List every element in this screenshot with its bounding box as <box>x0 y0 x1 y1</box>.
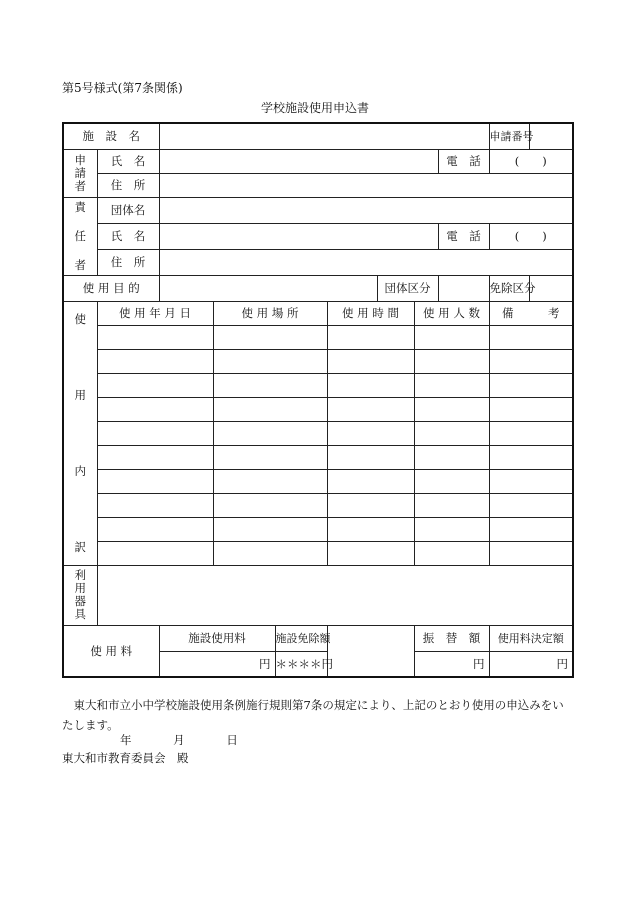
usage-cell[interactable] <box>213 373 327 397</box>
usage-char: 用 <box>74 388 86 402</box>
usage-cell[interactable] <box>97 517 213 541</box>
usage-char: 内 <box>74 464 86 478</box>
usage-cell[interactable] <box>97 397 213 421</box>
usage-cell[interactable] <box>213 397 327 421</box>
usage-cell[interactable] <box>489 445 573 469</box>
usage-cell[interactable] <box>327 445 414 469</box>
equipment-label <box>63 565 97 625</box>
applicant-char: 者 <box>74 178 86 193</box>
facility-fee-field[interactable]: 円 <box>159 651 275 677</box>
usage-cell[interactable] <box>327 373 414 397</box>
usage-cell[interactable] <box>489 349 573 373</box>
transfer-amount-header: 振 替 額 <box>414 625 489 651</box>
usage-cell[interactable] <box>327 541 414 565</box>
usage-cell[interactable] <box>97 445 213 469</box>
usage-cell[interactable] <box>489 469 573 493</box>
usage-cell[interactable] <box>327 469 414 493</box>
usage-cell[interactable] <box>97 541 213 565</box>
usage-cell[interactable] <box>489 541 573 565</box>
usage-cell[interactable] <box>213 421 327 445</box>
facility-name-field[interactable] <box>159 123 489 149</box>
group-name-label: 団体名 <box>97 197 159 223</box>
responsible-address-label: 住 所 <box>97 249 159 275</box>
usage-cell[interactable] <box>489 421 573 445</box>
date-day: 日 <box>226 733 238 747</box>
usage-cell[interactable] <box>213 325 327 349</box>
usage-cell[interactable] <box>414 469 489 493</box>
applicant-name-field[interactable] <box>159 149 438 173</box>
usage-cell[interactable] <box>489 373 573 397</box>
responsible-name-label: 氏 名 <box>97 223 159 249</box>
applicant-phone-label: 電 話 <box>438 149 489 173</box>
application-notice: 東大和市立小中学校施設使用条例施行規則第7条の規定により、上記のとおり使用の申込みをいたします。 <box>62 698 564 732</box>
usage-cell[interactable] <box>414 421 489 445</box>
usage-cell[interactable] <box>213 469 327 493</box>
usage-cell[interactable] <box>213 349 327 373</box>
equipment-field[interactable] <box>97 565 573 625</box>
applicant-char: 請 <box>74 165 86 180</box>
exemption-class-label: 免除区分 <box>489 275 529 301</box>
usage-cell[interactable] <box>414 493 489 517</box>
equipment-char: 用 <box>74 581 86 595</box>
responsible-label <box>63 197 97 275</box>
group-class-field[interactable] <box>438 275 489 301</box>
usage-cell[interactable] <box>213 445 327 469</box>
usage-remarks-header: 備 考 <box>489 301 573 325</box>
application-number-field[interactable] <box>529 123 573 149</box>
usage-cell[interactable] <box>489 493 573 517</box>
form-number: 第5号様式(第7条関係) <box>62 81 183 95</box>
usage-date-header: 使 用 年 月 日 <box>97 301 213 325</box>
usage-cell[interactable] <box>489 517 573 541</box>
usage-cell[interactable] <box>327 517 414 541</box>
date-year: 年 <box>120 733 132 747</box>
responsible-char: 任 <box>74 229 86 243</box>
group-name-field[interactable] <box>159 197 573 223</box>
applicant-address-label: 住 所 <box>97 173 159 197</box>
purpose-label: 使 用 目 的 <box>63 275 159 301</box>
fee-blank-cell[interactable] <box>327 625 414 677</box>
usage-char: 使 <box>74 312 86 326</box>
addressee: 東大和市教育委員会 殿 <box>62 751 189 765</box>
facility-fee-header: 施設使用料 <box>159 625 275 651</box>
facility-exemption-header: 施設免除額 <box>275 625 327 651</box>
usage-cell[interactable] <box>414 445 489 469</box>
usage-cell[interactable] <box>489 325 573 349</box>
usage-char: 訳 <box>74 540 86 554</box>
application-number-label: 申請番号 <box>489 123 529 149</box>
usage-cell[interactable] <box>414 541 489 565</box>
usage-breakdown-label <box>63 301 97 565</box>
usage-cell[interactable] <box>213 493 327 517</box>
responsible-char: 責 <box>74 200 86 214</box>
usage-cell[interactable] <box>213 541 327 565</box>
transfer-amount-field[interactable]: 円 <box>414 651 489 677</box>
usage-cell[interactable] <box>327 397 414 421</box>
usage-cell[interactable] <box>97 493 213 517</box>
usage-cell[interactable] <box>97 469 213 493</box>
equipment-char: 利 <box>74 568 86 582</box>
responsible-address-field[interactable] <box>159 249 573 275</box>
applicant-phone-field[interactable]: ( ) <box>489 149 573 173</box>
applicant-label <box>63 149 97 197</box>
form-title: 学校施設使用申込書 <box>260 101 369 115</box>
usage-cell[interactable] <box>213 517 327 541</box>
equipment-char: 具 <box>74 607 86 621</box>
applicant-name-label: 氏 名 <box>97 149 159 173</box>
usage-people-header: 使 用 人 数 <box>414 301 489 325</box>
usage-cell[interactable] <box>414 325 489 349</box>
applicant-address-field[interactable] <box>159 173 573 197</box>
decided-fee-field[interactable]: 円 <box>489 651 573 677</box>
facility-name-label: 施 設 名 <box>63 123 159 149</box>
date-line <box>120 732 258 748</box>
responsible-phone-label: 電 話 <box>438 223 489 249</box>
usage-cell[interactable] <box>414 349 489 373</box>
usage-cell[interactable] <box>489 397 573 421</box>
decided-fee-header: 使用料決定額 <box>489 625 573 651</box>
usage-cell[interactable] <box>414 517 489 541</box>
equipment-char: 器 <box>74 594 86 608</box>
application-form-table <box>62 122 574 678</box>
usage-cell[interactable] <box>97 325 213 349</box>
responsible-name-field[interactable] <box>159 223 438 249</box>
usage-time-header: 使 用 時 間 <box>327 301 414 325</box>
usage-cell[interactable] <box>97 349 213 373</box>
date-month: 月 <box>173 733 185 747</box>
responsible-phone-field[interactable]: ( ) <box>489 223 573 249</box>
usage-cell[interactable] <box>414 397 489 421</box>
applicant-char: 申 <box>74 152 86 167</box>
usage-cell[interactable] <box>97 373 213 397</box>
responsible-char: 者 <box>74 258 86 272</box>
usage-cell[interactable] <box>327 421 414 445</box>
usage-place-header: 使 用 場 所 <box>213 301 327 325</box>
usage-cell[interactable] <box>327 349 414 373</box>
usage-cell[interactable] <box>327 493 414 517</box>
purpose-field[interactable] <box>159 275 377 301</box>
usage-cell[interactable] <box>327 325 414 349</box>
group-class-label: 団体区分 <box>377 275 438 301</box>
usage-cell[interactable] <box>97 421 213 445</box>
usage-cell[interactable] <box>414 373 489 397</box>
usage-fee-label: 使 用 料 <box>63 625 159 677</box>
facility-exemption-field[interactable]: ＊＊＊＊円 <box>275 651 327 677</box>
